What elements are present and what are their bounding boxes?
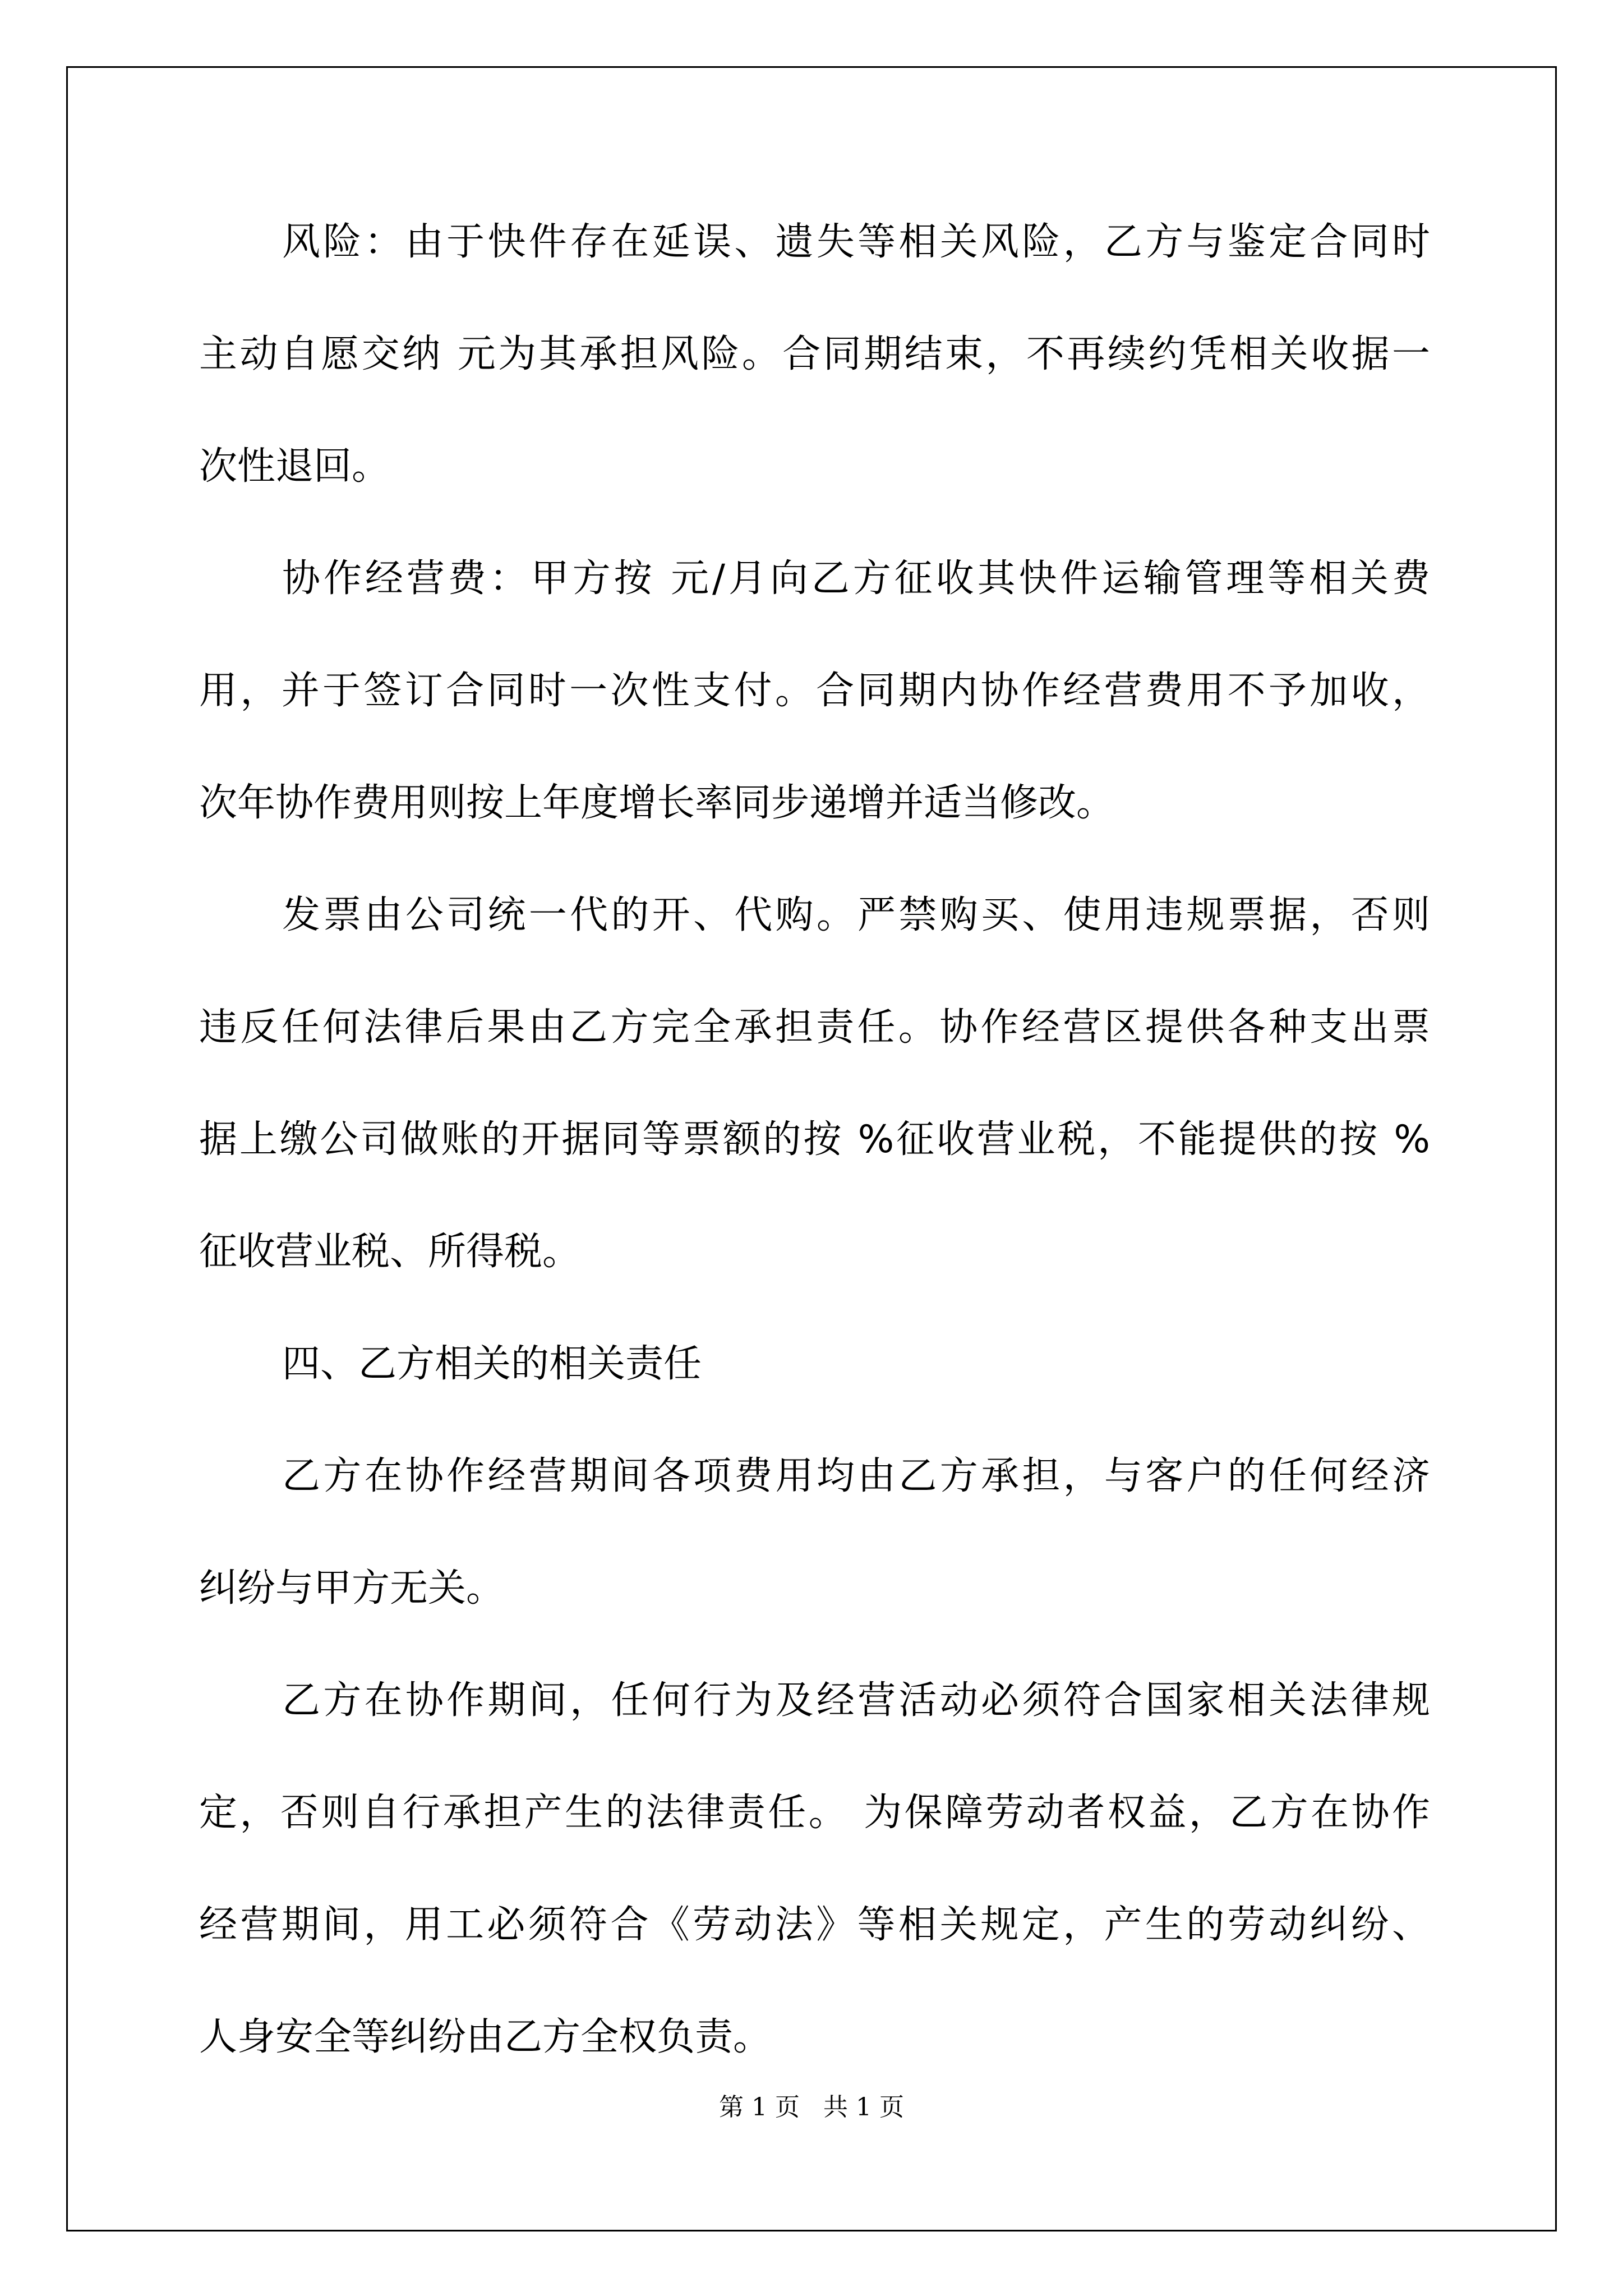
paragraph-fee-line-3: 次年协作费用则按上年度增长率同步递增并适当修改。 bbox=[199, 781, 1115, 825]
page-footer: 第 1 页 共 1 页 bbox=[719, 2093, 904, 2122]
paragraph-invoice-line-4: 征收营业税、所得税。 bbox=[199, 1230, 581, 1274]
paragraph-risk-line-3: 次性退回。 bbox=[199, 444, 390, 489]
paragraph-conduct-line-3: 经营期间，用工必须符合《劳动法》等相关规定，产生的劳动纠纷、 bbox=[199, 1903, 1430, 1947]
paragraph-invoice-line-3: 据上缴公司做账的开据同等票额的按 %征收营业税，不能提供的按 % bbox=[199, 1117, 1430, 1162]
section-heading: 四、乙方相关的相关责任 bbox=[282, 1342, 702, 1386]
paragraph-fee-line-2: 用，并于签订合同时一次性支付。合同期内协作经营费用不予加收， bbox=[199, 669, 1430, 713]
paragraph-expenses-line-2: 纠纷与甲方无关。 bbox=[199, 1566, 505, 1611]
paragraph-conduct-line-1: 乙方在协作期间，任何行为及经营活动必须符合国家相关法律规 bbox=[282, 1678, 1430, 1723]
paragraph-risk-line-1: 风险：由于快件存在延误、遗失等相关风险，乙方与鉴定合同时 bbox=[282, 220, 1430, 264]
paragraph-expenses-line-1: 乙方在协作经营期间各项费用均由乙方承担，与客户的任何经济 bbox=[282, 1454, 1430, 1498]
paragraph-fee-line-1: 协作经营费：甲方按 元/月向乙方征收其快件运输管理等相关费 bbox=[282, 556, 1430, 601]
paragraph-invoice-line-2: 违反任何法律后果由乙方完全承担责任。协作经营区提供各种支出票 bbox=[199, 1005, 1430, 1050]
paragraph-invoice-line-1: 发票由公司统一代的开、代购。严禁购买、使用违规票据，否则 bbox=[282, 893, 1430, 937]
paragraph-risk-line-2: 主动自愿交纳 元为其承担风险。合同期结束，不再续约凭相关收据一 bbox=[199, 332, 1430, 376]
paragraph-conduct-line-2: 定，否则自行承担产生的法律责任。 为保障劳动者权益，乙方在协作 bbox=[199, 1791, 1430, 1835]
paragraph-conduct-line-4: 人身安全等纠纷由乙方全权负责。 bbox=[199, 2015, 772, 2059]
